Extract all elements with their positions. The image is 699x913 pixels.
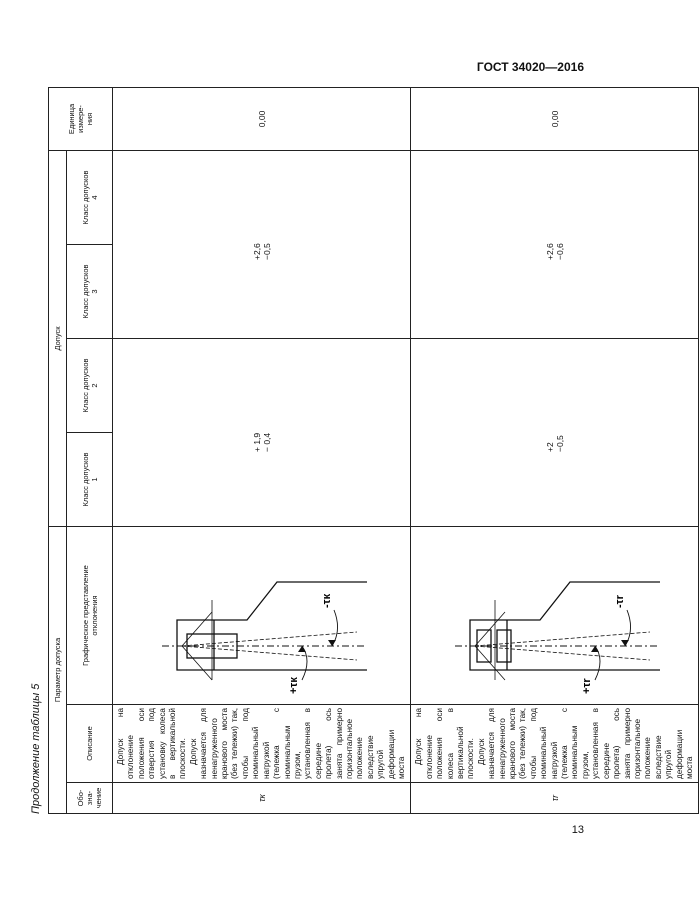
col-header-class2: Класс допусков 2	[67, 339, 113, 433]
figure-label-minus: -τr	[613, 595, 626, 609]
col-header-symbol: Обо- зна- чение	[67, 783, 113, 814]
unit-value: 0,00	[113, 87, 411, 150]
col-header-graphic: Графическое представление отклонения	[67, 527, 113, 705]
group-header-tolerance: Допуск	[49, 150, 67, 526]
description-paragraph: Допуск на отклонение положения оси колеса в вертикальной плоскости.	[414, 708, 476, 779]
table-continuation-label: Продолжение таблицы 5	[30, 683, 42, 814]
unit-value: 0,00	[411, 87, 699, 150]
figure-label-minus: -τк	[320, 594, 333, 609]
col-header-class1: Класс допусков 1	[67, 433, 113, 527]
wheel-axis-diagram	[445, 531, 665, 701]
tolerance-class-1-2: + 1,9 − 0,4	[113, 339, 411, 527]
col-header-class3: Класс допусков 3	[67, 245, 113, 339]
wheel-hole-axis-diagram	[152, 531, 372, 701]
description-paragraph: Допуск назначается для ненагруженного кранового моста (без тележки) так, чтобы под номинальный нагрузкой (тележка с номинальным грузом, установленная в середине пролета) ось занята примерно горизонтальное положение вследствие упругой деформации моста	[476, 708, 694, 779]
tolerance-table	[48, 87, 699, 814]
row-symbol: τк	[113, 783, 411, 814]
col-header-class4: Класс допусков 4	[67, 150, 113, 244]
col-header-unit: Единица измере- ния	[49, 87, 113, 150]
tolerance-class-3-4: +2,6 −0,6	[411, 150, 699, 338]
description-paragraph: Допуск на отклонение положения оси отверстия под установку колеса в вертикальной плоскости.	[116, 708, 188, 779]
bridge-outline	[470, 583, 660, 671]
tolerance-class-3-4: +2,6 −0,5	[113, 150, 411, 338]
row-description	[411, 705, 699, 783]
row-symbol: τr	[411, 783, 699, 814]
page-number: 13	[571, 824, 584, 836]
document-header: ГОСТ 34020—2016	[476, 60, 584, 74]
deviation-diagram-cell	[411, 527, 699, 705]
table-row	[411, 87, 699, 813]
bridge-outline	[177, 583, 367, 671]
table-container	[30, 88, 694, 814]
row-description	[113, 705, 411, 783]
rotated-table-area	[30, 88, 694, 814]
table-row	[113, 87, 411, 813]
tolerance-class-1-2: +2 −0,5	[411, 339, 699, 527]
figure-label-plus: +τr	[580, 678, 593, 695]
col-header-description: Описание	[67, 705, 113, 783]
description-paragraph: Допуск назначается для ненагруженного кранового моста (без тележки) так, чтобы под номинальный нагрузкой (тележка с номинальным грузом, установленная в середине пролета) ось занята примерно горизонтальное положение вследствие упругой деформации моста	[188, 708, 406, 779]
deviation-diagram-cell	[113, 527, 411, 705]
group-header-parameter: Параметр допуска	[49, 527, 67, 814]
figure-label-plus: +τк	[287, 677, 300, 695]
